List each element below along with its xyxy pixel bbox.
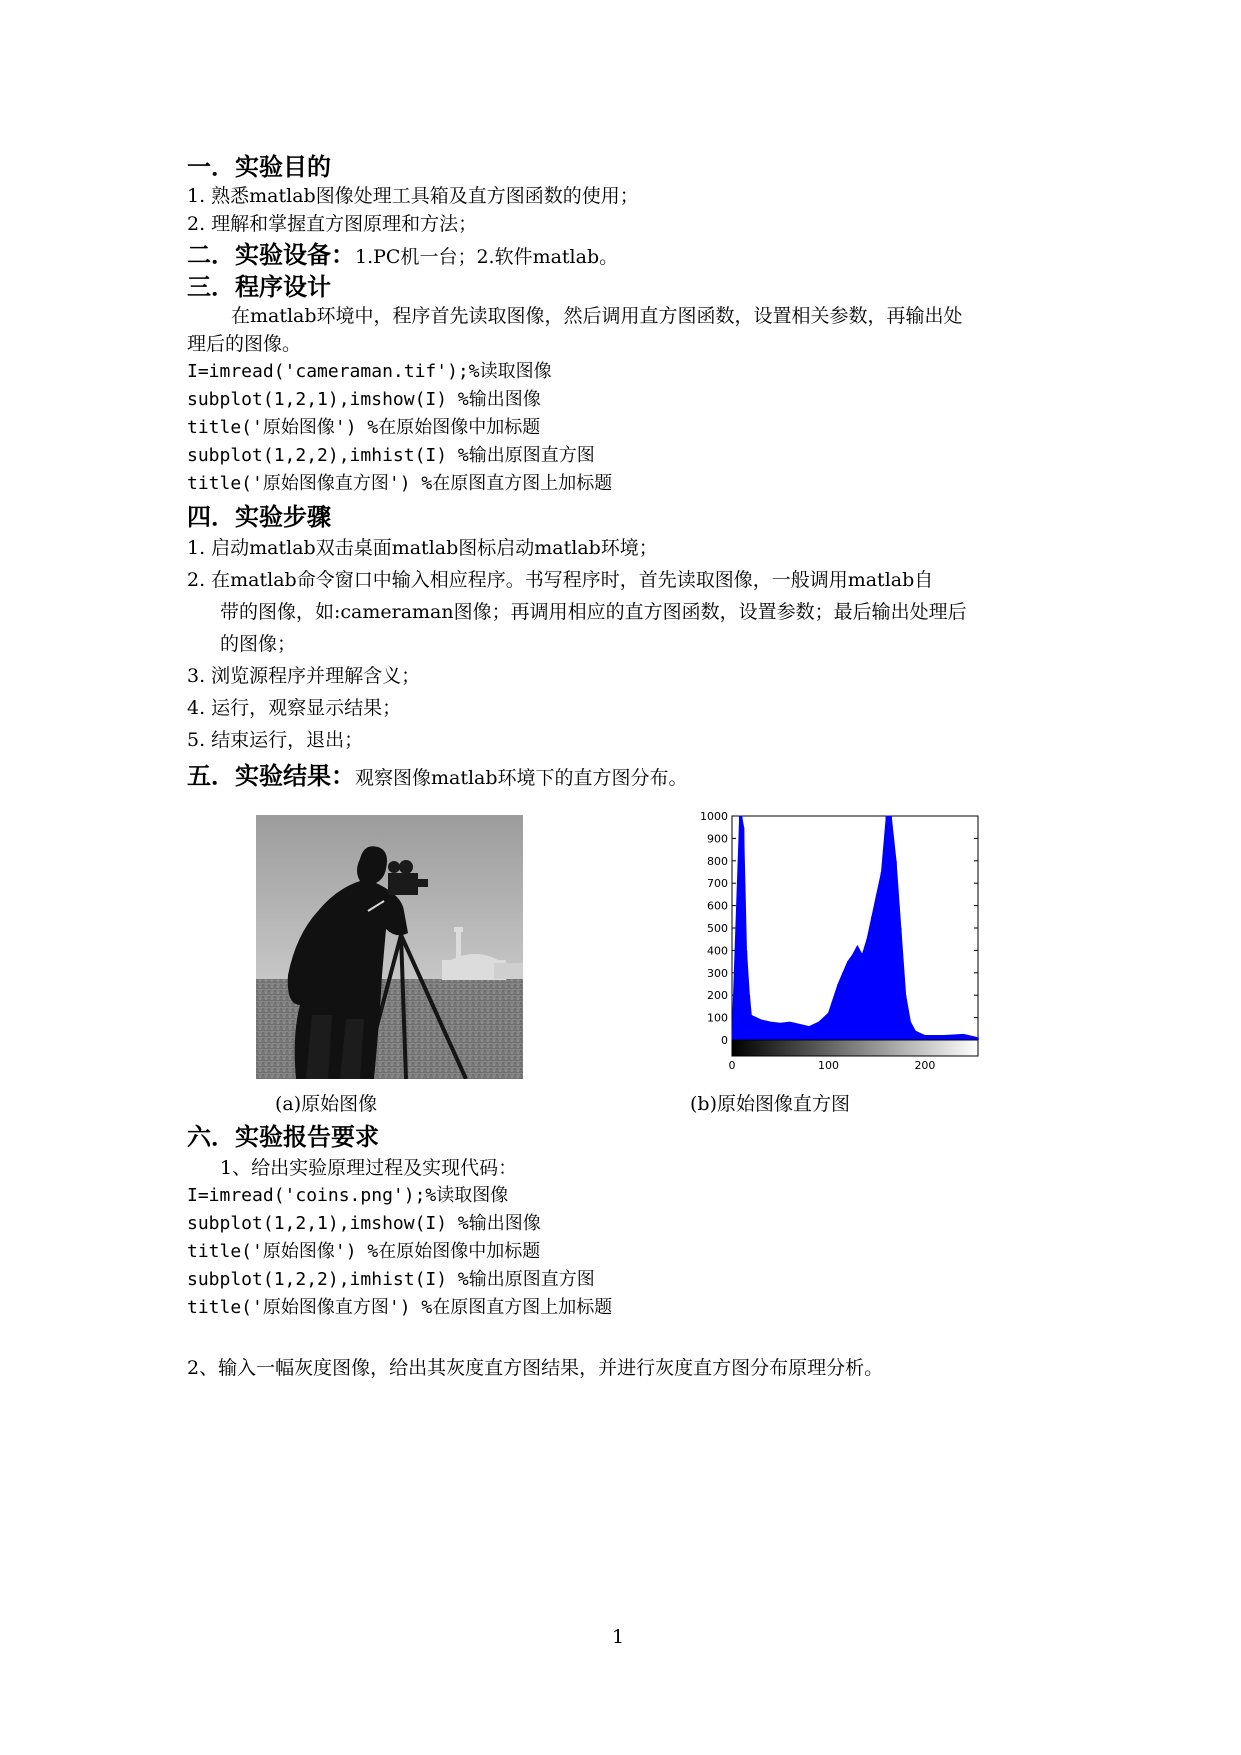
equipment-line [187, 240, 618, 272]
step-item-2-line-2: 带的图像，如:cameraman图像；再调用相应的直方图函数，设置参数；最后输出处理后 [220, 601, 967, 623]
grayscale-colorbar [732, 1040, 978, 1056]
purpose-item-2: 2. 理解和掌握直方图原理和方法； [187, 213, 478, 235]
section-heading-steps: 四．实验步骤 [187, 503, 331, 531]
section-heading-purpose: 一．实验目的 [187, 153, 331, 181]
y-tick-label: 200 [707, 989, 728, 1003]
y-tick-label: 600 [707, 899, 728, 913]
page-number: 1 [612, 1626, 625, 1648]
results-line [187, 761, 688, 793]
histogram-plot-area [700, 810, 978, 1072]
step-item-2-line-1: 2. 在matlab命令窗口中输入相应程序。书写程序时，首先读取图像，一般调用matlab自 [187, 569, 934, 591]
report-item-1: 1、给出实验原理过程及实现代码： [220, 1157, 518, 1179]
caption-a: (a)原始图像 [275, 1093, 378, 1115]
code-line: I=imread('cameraman.tif');%读取图像 [187, 361, 552, 382]
y-tick-label: 700 [707, 877, 728, 891]
histogram-chart [688, 808, 988, 1083]
step-item-4: 4. 运行，观察显示结果； [187, 697, 402, 719]
x-tick-label: 200 [914, 1059, 936, 1072]
caption-b: (b)原始图像直方图 [690, 1093, 850, 1115]
y-tick-label: 300 [707, 966, 728, 980]
section-heading-equipment: 二．实验设备： [187, 241, 355, 269]
y-tick-label: 400 [707, 944, 728, 958]
program-design-paragraph-line-2: 理后的图像。 [187, 333, 302, 355]
code-line: title('原始图像直方图') %在原图直方图上加标题 [187, 1297, 613, 1318]
results-text: 观察图像matlab环境下的直方图分布。 [355, 767, 688, 789]
code-line: I=imread('coins.png');%读取图像 [187, 1185, 509, 1206]
x-tick-label: 0 [728, 1059, 736, 1072]
section-heading-results: 五．实验结果： [187, 762, 355, 790]
code-line: subplot(1,2,2),imhist(I) %输出原图直方图 [187, 1269, 595, 1290]
equipment-text: 1.PC机一台；2.软件matlab。 [355, 246, 619, 268]
code-line: subplot(1,2,2),imhist(I) %输出原图直方图 [187, 445, 595, 466]
step-item-2-line-3: 的图像； [220, 633, 297, 655]
cameraman-photo [256, 815, 523, 1079]
y-tick-label: 100 [707, 1011, 728, 1025]
y-tick-label: 900 [707, 832, 728, 846]
step-item-1: 1. 启动matlab双击桌面matlab图标启动matlab环境； [187, 537, 658, 559]
report-item-2: 2、输入一幅灰度图像，给出其灰度直方图结果，并进行灰度直方图分布原理分析。 [187, 1357, 884, 1379]
step-item-5: 5. 结束运行，退出； [187, 729, 364, 751]
code-line: title('原始图像直方图') %在原图直方图上加标题 [187, 473, 613, 494]
code-line: title('原始图像') %在原始图像中加标题 [187, 1241, 541, 1262]
code-line: title('原始图像') %在原始图像中加标题 [187, 417, 541, 438]
step-item-3: 3. 浏览源程序并理解含义； [187, 665, 421, 687]
purpose-item-1: 1. 熟悉matlab图像处理工具箱及直方图函数的使用； [187, 185, 639, 207]
code-line: subplot(1,2,1),imshow(I) %输出图像 [187, 389, 541, 410]
x-tick-label: 100 [817, 1059, 839, 1072]
y-tick-label: 500 [707, 922, 728, 935]
program-design-paragraph-line-1: 在matlab环境中，程序首先读取图像，然后调用直方图函数，设置相关参数，再输出处 [231, 305, 963, 327]
code-line: subplot(1,2,1),imshow(I) %输出图像 [187, 1213, 541, 1234]
section-heading-program-design: 三．程序设计 [187, 273, 331, 301]
y-tick-label: 1000 [700, 810, 728, 823]
y-tick-label: 0 [721, 1034, 728, 1047]
section-heading-report-requirements: 六．实验报告要求 [187, 1123, 379, 1151]
y-tick-label: 800 [707, 854, 728, 868]
